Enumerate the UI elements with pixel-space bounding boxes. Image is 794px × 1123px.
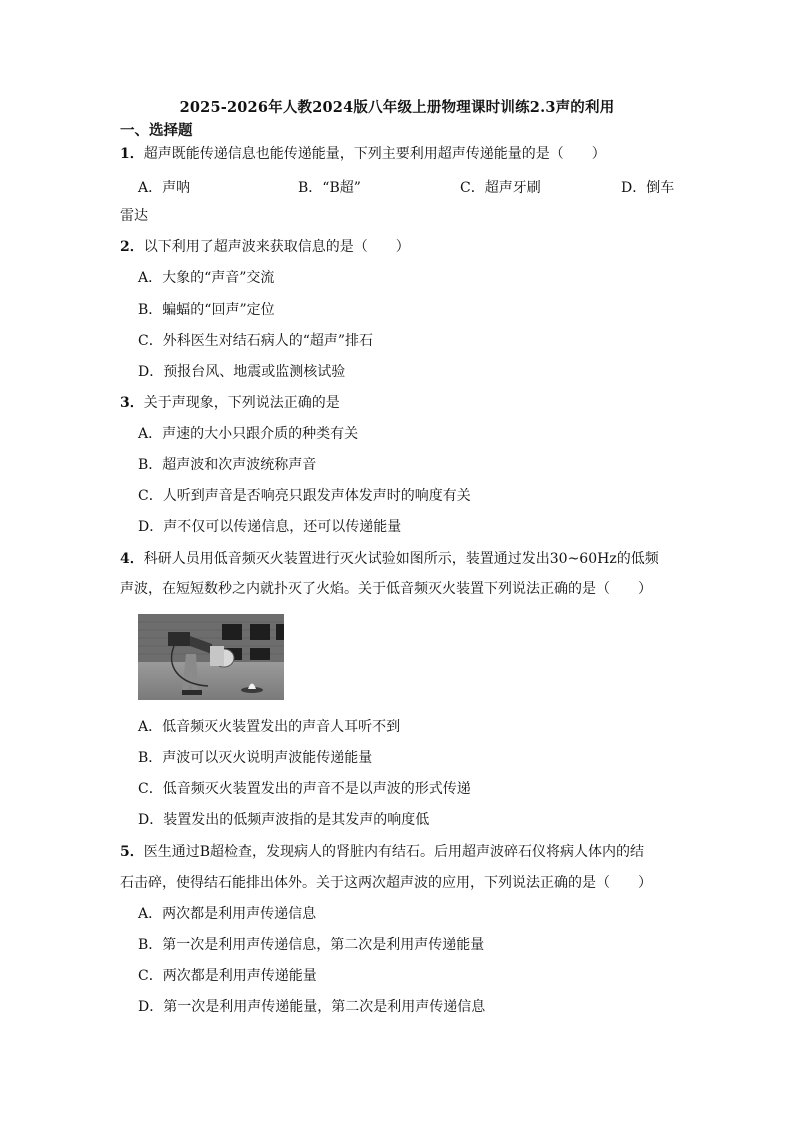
question-2-stem (120, 238, 410, 256)
q3-option-d: D．声不仅可以传递信息，还可以传递能量 (138, 519, 402, 535)
question-3-stem (120, 394, 340, 412)
q5-option-b: B．第一次是利用声传递信息，第二次是利用声传递能量 (138, 937, 485, 953)
q1-option-d: D．倒车 (621, 180, 675, 196)
q2-option-c: C．外科医生对结石病人的“超声”排石 (138, 333, 374, 349)
q5-option-c: C．两次都是利用声传递能量 (138, 968, 317, 984)
q1-option-c: C．超声牙刷 (460, 180, 541, 196)
document-title: 2025-2026年人教2024版八年级上册物理课时训练2.3声的利用 (179, 99, 615, 116)
question-5-stem-line1 (120, 843, 644, 861)
fire-extinguisher-photo (138, 614, 284, 700)
q2-option-d: D．预报台风、地震或监测核试验 (138, 364, 346, 380)
question-5-stem-line2: 石击碎，使得结石能排出体外。关于这两次超声波的应用，下列说法正确的是（ ） (120, 875, 652, 891)
question-text: 以下利用了超声波来获取信息的是（ ） (143, 239, 410, 255)
question-text: 关于声现象，下列说法正确的是 (143, 395, 340, 411)
q1-option-a: A．声呐 (138, 180, 191, 196)
q3-option-b: B．超声波和次声波统称声音 (138, 457, 317, 473)
q4-option-c: C．低音频灭火装置发出的声音不是以声波的形式传递 (138, 781, 471, 797)
q4-option-d: D．装置发出的低频声波指的是其发声的响度低 (138, 812, 430, 828)
q1-option-b: B．“B超” (298, 180, 361, 196)
question-4-stem-line2: 声波，在短短数秒之内就扑灭了火焰。关于低音频灭火装置下列说法正确的是（ ） (120, 581, 652, 597)
question-4-stem-line1 (120, 550, 659, 568)
question-number: 1． (120, 146, 144, 162)
q4-option-b: B．声波可以灭火说明声波能传递能量 (138, 750, 373, 766)
q2-option-b: B．蝙蝠的“回声”定位 (138, 302, 275, 318)
question-number: 5． (120, 844, 144, 860)
question-text: 超声既能传递信息也能传递能量，下列主要利用超声传递能量的是（ ） (143, 146, 606, 162)
q3-option-c: C．人听到声音是否响亮只跟发声体发声时的响度有关 (138, 488, 471, 504)
question-1-stem (120, 145, 606, 163)
q1-option-d-wrap: 雷达 (120, 208, 148, 224)
question-number: 2． (120, 239, 144, 255)
section-heading: 一、选择题 (120, 122, 193, 139)
question-number: 3． (120, 395, 144, 411)
question-text: 科研人员用低音频灭火装置进行灭火试验如图所示，装置通过发出30~60Hz的低频 (143, 551, 659, 567)
q2-option-a: A．大象的“声音”交流 (138, 270, 275, 286)
q4-option-a: A．低音频灭火装置发出的声音人耳听不到 (138, 719, 401, 735)
q5-option-d: D．第一次是利用声传递能量，第二次是利用声传递信息 (138, 999, 486, 1015)
q5-option-a: A．两次都是利用声传递信息 (138, 906, 317, 922)
question-text: 医生通过B超检查，发现病人的肾脏内有结石。后用超声波碎石仪将病人体内的结 (143, 844, 645, 860)
question-number: 4． (120, 551, 144, 567)
q3-option-a: A．声速的大小只跟介质的种类有关 (138, 426, 359, 442)
